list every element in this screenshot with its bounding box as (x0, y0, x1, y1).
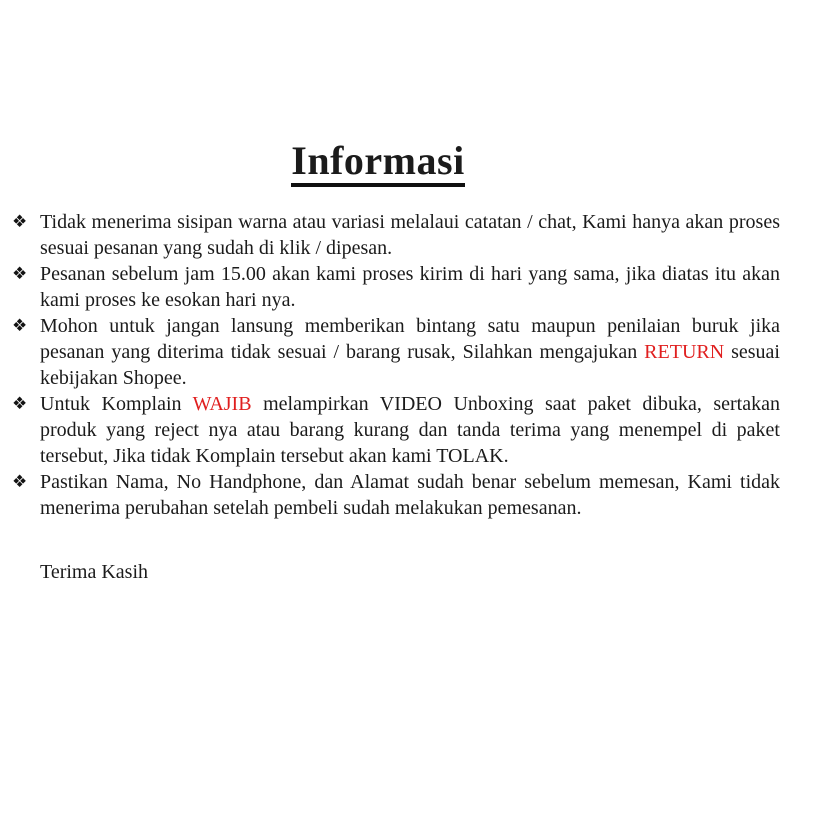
info-bullet-item (12, 261, 780, 313)
diamond-bullet-icon: ❖ (12, 472, 28, 491)
highlight-red-text: RETURN (644, 341, 725, 363)
page-title-text: Informasi (291, 140, 464, 187)
bullet-text: Pesanan sebelum jam 15.00 akan kami proses kirim di hari yang sama, jika diatas itu akan kami proses ke esokan hari nya. (40, 263, 780, 311)
info-bullet-list (12, 209, 780, 521)
info-bullet-item (12, 391, 780, 469)
bullet-text: Mohon untuk jangan lansung memberikan bintang satu maupun penilaian buruk jika pesanan yang diterima tidak sesuai / barang rusak, Silahkan mengajukan RETURN sesuai kebijakan Shopee. (40, 315, 780, 389)
info-bullet-item (12, 313, 780, 391)
page-title (40, 140, 780, 187)
bullet-text: Pastikan Nama, No Handphone, dan Alamat sudah benar sebelum memesan, Kami tidak menerima perubahan setelah pembeli sudah melakukan pemesanan. (40, 471, 780, 519)
highlight-red-text: WAJIB (192, 393, 252, 415)
diamond-bullet-icon: ❖ (12, 264, 28, 283)
info-bullet-item (12, 469, 780, 521)
closing-text: Terima Kasih (40, 561, 149, 583)
bullet-text: Untuk Komplain WAJIB melampirkan VIDEO Unboxing saat paket dibuka, sertakan produk yang reject nya atau barang kurang dan tanda terima yang menempel di paket tersebut, Jika tidak Komplain tersebut akan kami TOLAK. (40, 393, 780, 467)
diamond-bullet-icon: ❖ (12, 212, 28, 231)
diamond-bullet-icon: ❖ (12, 316, 28, 335)
diamond-bullet-icon: ❖ (12, 394, 28, 413)
info-bullet-item (12, 209, 780, 261)
bullet-text: Tidak menerima sisipan warna atau variasi melalaui catatan / chat, Kami hanya akan proses sesuai pesanan yang sudah di klik / dipesan. (40, 211, 780, 259)
